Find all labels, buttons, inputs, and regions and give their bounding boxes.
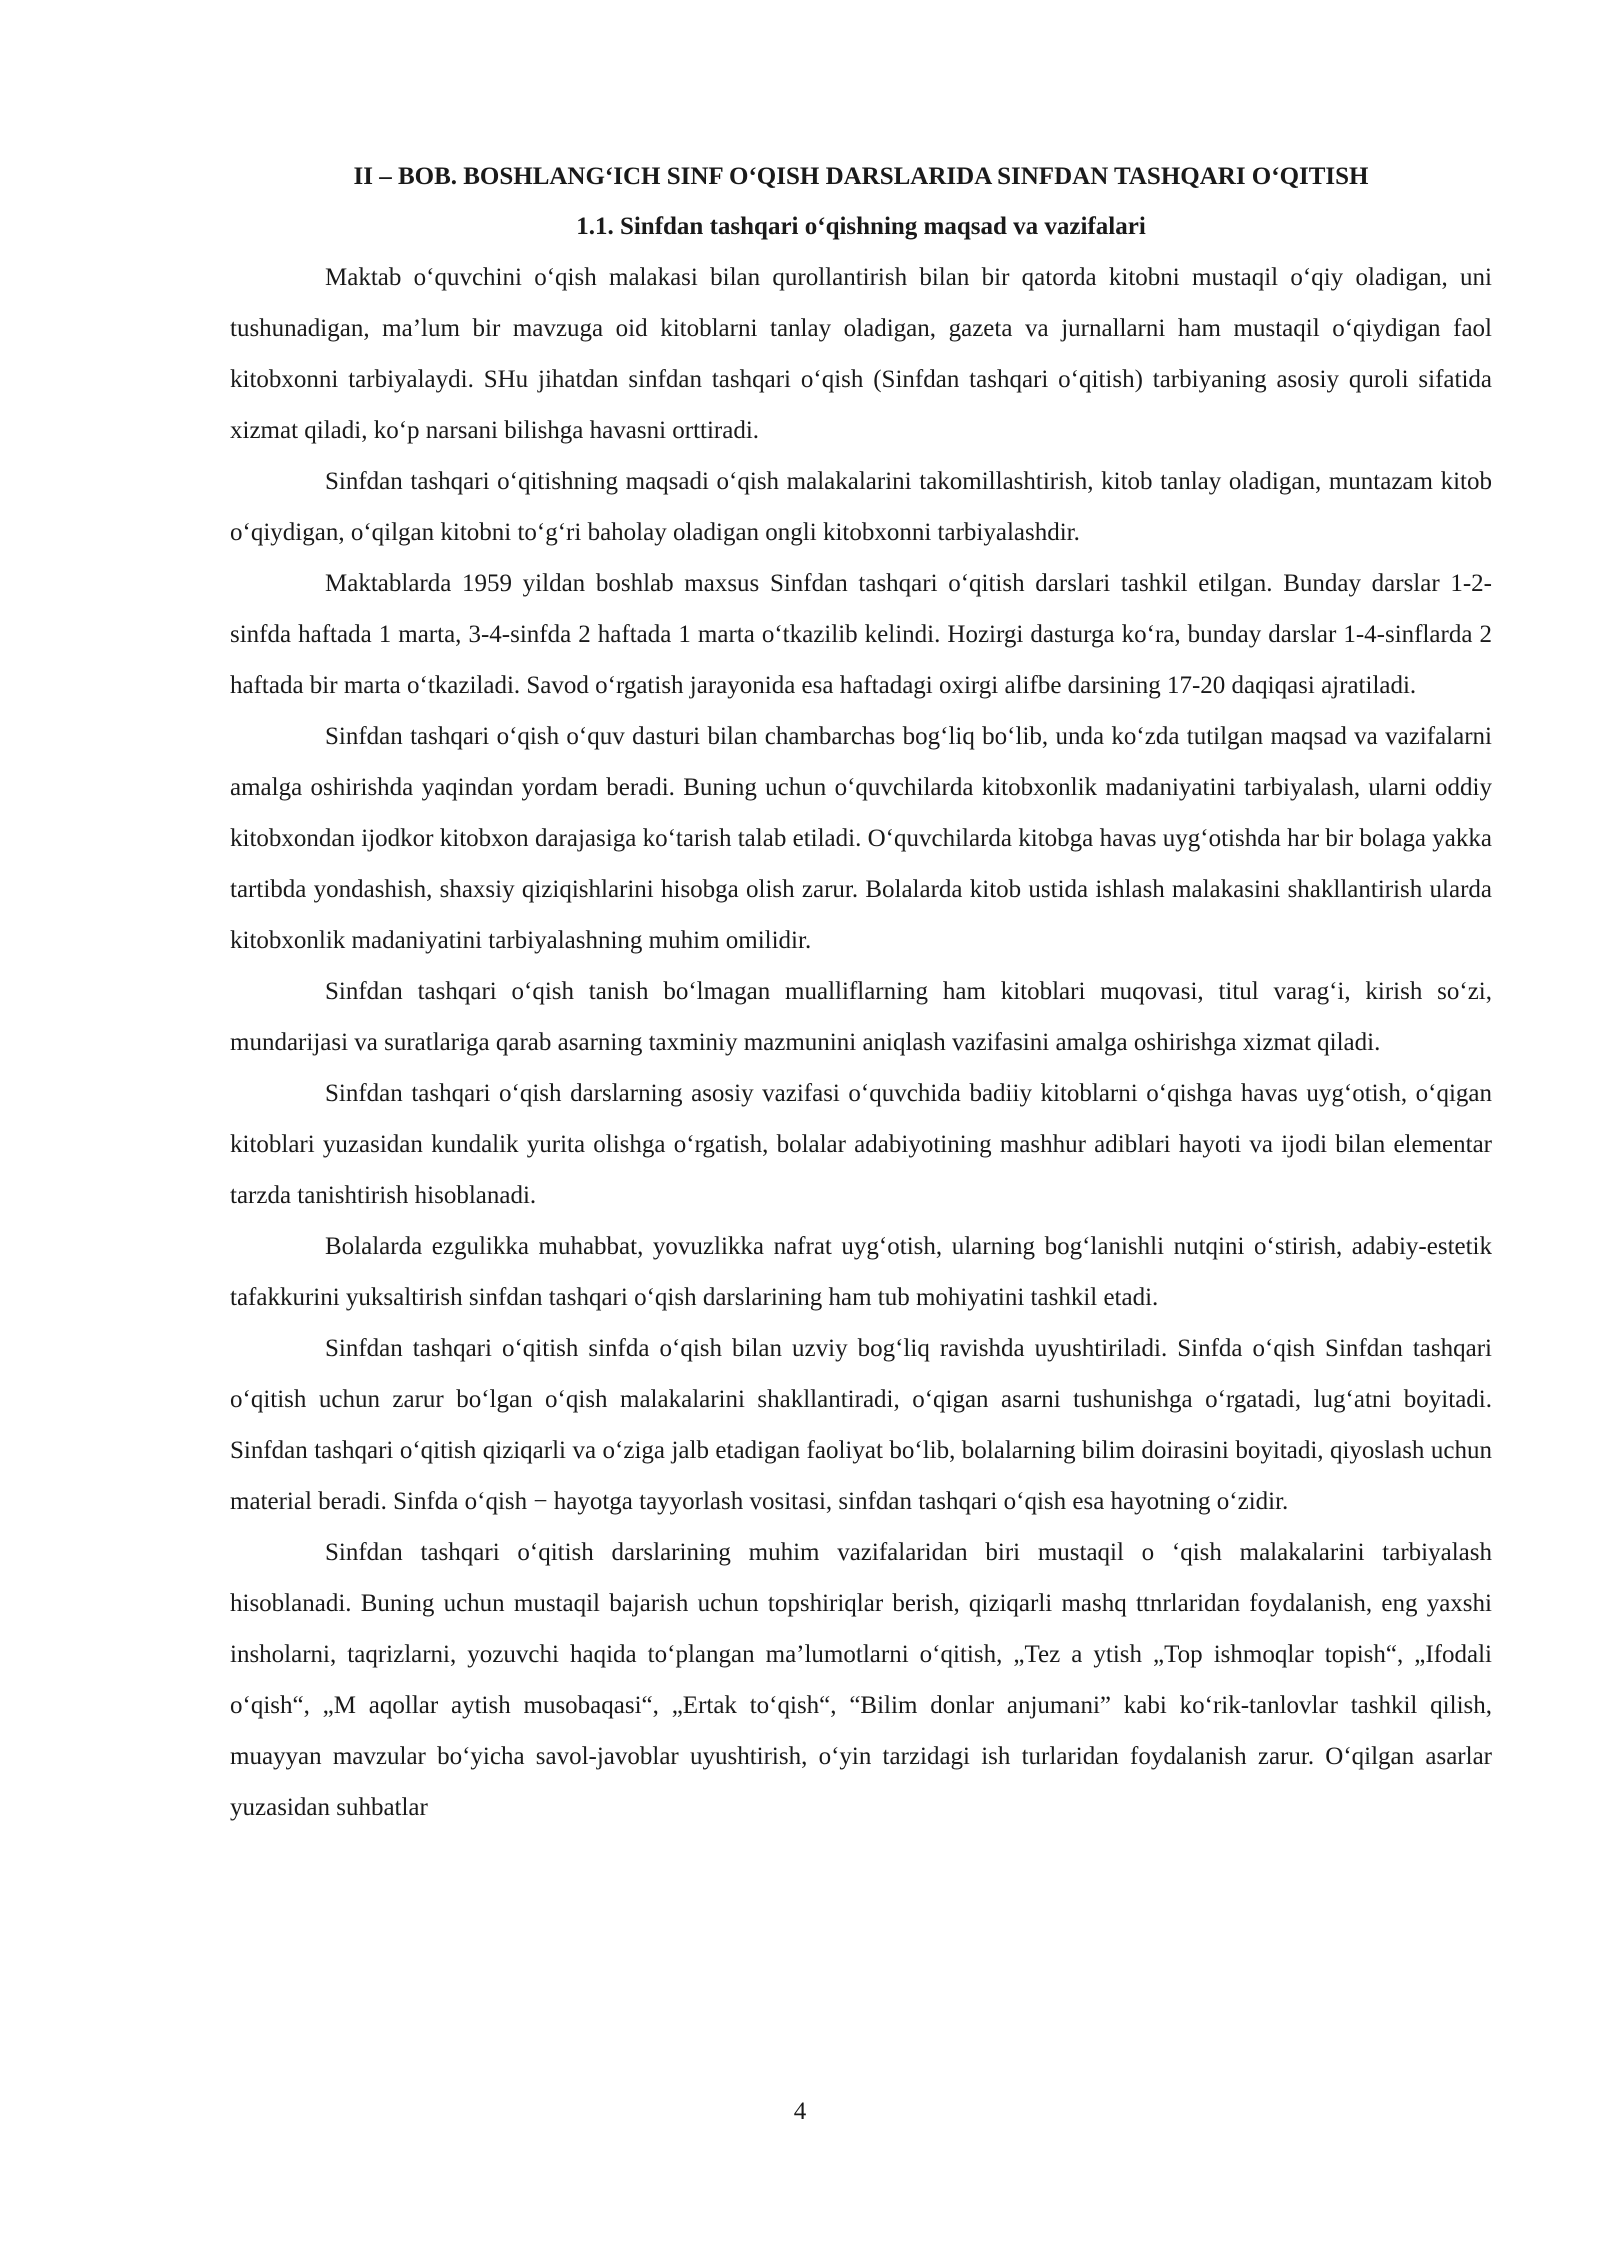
paragraph: Sinfdan tashqari o‘qish darslarning asosiy vazifasi o‘quvchida badiiy kitoblarni o‘qishga havas uyg‘otish, o‘qigan kitoblari yuzasidan kundalik yurita olishga o‘rgatish, bolalar adabiyotining mashhur adiblari hayoti va ijodi bilan elementar tarzda tanishtirish hisoblanadi. xyxy=(230,1080,1492,1209)
paragraph: Bolalarda ezgulikka muhabbat, yovuzlikka nafrat uyg‘otish, ularning bog‘lanishli nutqini o‘stirish, adabiy-estetik tafakkurini yuksaltirish sinfdan tashqari o‘qish darslarining ham tub mohiyatini tashkil etadi. xyxy=(230,1233,1492,1311)
section-title: 1.1. Sinfdan tashqari o‘qishning maqsad va vazifalari xyxy=(576,213,1146,240)
paragraph: Maktablarda 1959 yildan boshlab maxsus Sinfdan tashqari o‘qitish darslari tashkil etilgan. Bunday darslar 1-2-sinfda haftada 1 marta, 3-4-sinfda 2 haftada 1 marta o‘tkazilib kelindi. Hozirgi dasturga ko‘ra, bunday darslar 1-4-sinflarda 2 haftada bir marta o‘tkaziladi. Savod o‘rgatish jarayonida esa haftadagi oxirgi alifbe darsining 17-20 daqiqasi ajratiladi. xyxy=(230,570,1492,699)
paragraph: Sinfdan tashqari o‘qitish sinfda o‘qish bilan uzviy bog‘liq ravishda uyushtiriladi. Sinfda o‘qish Sinfdan tashqari o‘qitish uchun zarur bo‘lgan o‘qish malakalarini shakllantiradi, o‘qigan asarni tushunishga o‘rgatadi, lug‘atni boyitadi. Sinfdan tashqari o‘qitish qiziqarli va o‘ziga jalb etadigan faoliyat bo‘lib, bolalarning bilim doirasini boyitadi, qiyoslash uchun material beradi. Sinfda o‘qish − hayotga tayyorlash vositasi, sinfdan tashqari o‘qish esa hayotning o‘zidir. xyxy=(230,1335,1492,1515)
document-page xyxy=(230,152,1492,1833)
paragraph: Maktab o‘quvchini o‘qish malakasi bilan qurollantirish bilan bir qatorda kitobni mustaqil o‘qiy oladigan, uni tushunadigan, ma’lum bir mavzuga oid kitoblarni tanlay oladigan, gazeta va jurnallarni ham mustaqil o‘qiydigan faol kitobxonni tarbiyalaydi. SHu jihatdan sinfdan tashqari o‘qish (Sinfdan tashqari o‘qitish) tarbiyaning asosiy quroli sifatida xizmat qiladi, ko‘p narsani bilishga havasni orttiradi. xyxy=(230,264,1492,444)
page-number: 4 xyxy=(793,2098,807,2125)
paragraph: Sinfdan tashqari o‘qish o‘quv dasturi bilan chambarchas bog‘liq bo‘lib, unda ko‘zda tutilgan maqsad va vazifalarni amalga oshirishda yaqindan yordam beradi. Buning uchun o‘quvchilarda kitobxonlik madaniyatini tarbiyalash, ularni oddiy kitobxondan ijodkor kitobxon darajasiga ko‘tarish talab etiladi. O‘quvchilarda kitobga havas uyg‘otishda har bir bolaga yakka tartibda yondashish, shaxsiy qiziqishlarini hisobga olish zarur. Bolalarda kitob ustida ishlash malakasini shakllantirish ularda kitobxonlik madaniyatini tarbiyalashning muhim omilidir. xyxy=(230,723,1492,954)
chapter-title: II – BOB. BOSHLANG‘ICH SINF O‘QISH DARSLARIDA SINFDAN TASHQARI O‘QITISH xyxy=(353,163,1369,190)
paragraph: Sinfdan tashqari o‘qitish darslarining muhim vazifalaridan biri mustaqil o ‘qish malakalarini tarbiyalash hisoblanadi. Buning uchun mustaqil bajarish uchun topshiriqlar berish, qiziqarli mashq ttnrlaridan foydalanish, eng yaxshi insholarni, taqrizlarni, yozuvchi haqida to‘plangan ma’lumotlarni o‘qitish, „Tez a ytish „Top ishmoqlar topish“, „Ifodali o‘qish“, „M aqollar aytish musobaqasi“, „Ertak to‘qish“, “Bilim donlar anjumani” kabi ko‘rik-tanlovlar tashkil qilish, muayyan mavzular bo‘yicha savol-javoblar uyushtirish, o‘yin tarzidagi ish turlaridan foydalanish zarur. O‘qilgan asarlar yuzasidan suhbatlar xyxy=(230,1539,1492,1821)
paragraph: Sinfdan tashqari o‘qitishning maqsadi o‘qish malakalarini takomillashtirish, kitob tanlay oladigan, muntazam kitob o‘qiydigan, o‘qilgan kitobni to‘g‘ri baholay oladigan ongli kitobxonni tarbiyalashdir. xyxy=(230,468,1492,546)
paragraph: Sinfdan tashqari o‘qish tanish bo‘lmagan mualliflarning ham kitoblari muqovasi, titul varag‘i, kirish so‘zi, mundarijasi va suratlariga qarab asarning taxminiy mazmunini aniqlash vazifasini amalga oshirishga xizmat qiladi. xyxy=(230,978,1492,1056)
